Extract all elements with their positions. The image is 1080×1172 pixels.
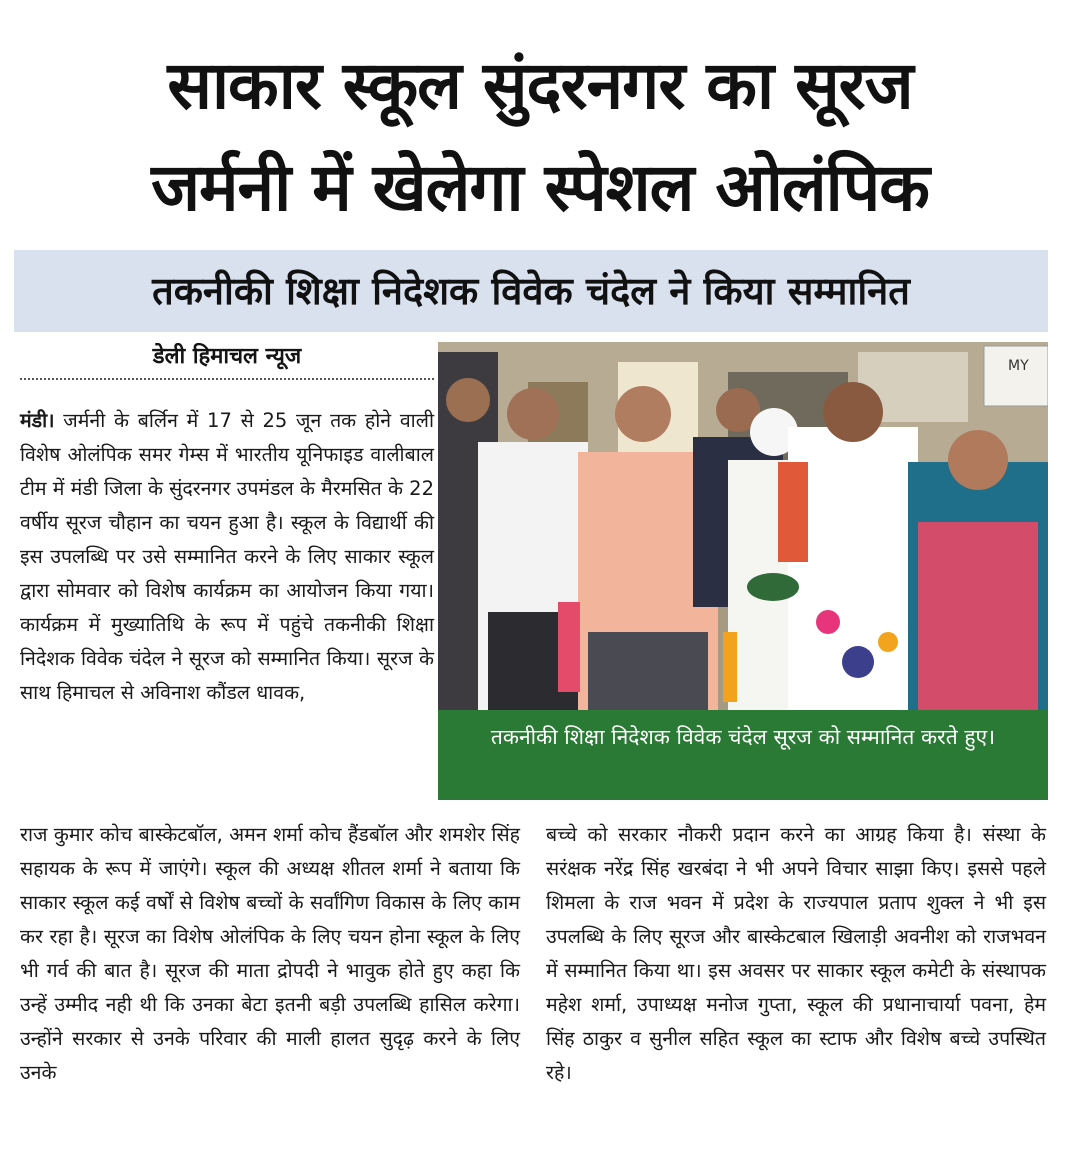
headline-line-1: साकार स्कूल सुंदरनगर का सूरज: [167, 47, 913, 124]
byline-divider: [20, 378, 434, 380]
article-text-1: जर्मनी के बर्लिन में 17 से 25 जून तक होने वाली विशेष ओलंपिक समर गेम्स में भारतीय यूनिफाइड वालीबाल टीम में मंडी जिला के सुंदरनगर उपमंडल के मैरमसित के 22 वर्षीय सूरज चौहान का चयन हुआ है। स्कूल के विद्यार्थी की इस उपलब्धि पर उसे सम्मानित करने के लिए साकार स्कूल द्वारा सोमवार को विशेष कार्यक्रम का आयोजन किया गया। कार्यक्रम में मुख्यातिथि के रूप में पहुंचे तकनीकी शिक्षा निदेशक विवेक चंदेल ने सूरज को सम्मानित किया। सूरज के साथ हिमाचल से अविनाश कौंडल धावक,: [20, 409, 435, 704]
news-photo: [438, 342, 1048, 710]
headline-line-2: जर्मनी में खेलेगा स्पेशल ओलंपिक: [151, 149, 929, 226]
subheadline: तकनीकी शिक्षा निदेशक विवेक चंदेल ने किया सम्मानित: [152, 269, 910, 313]
news-photo-illustration: [438, 342, 1048, 710]
dateline: मंडी।: [20, 409, 55, 432]
photo-caption: तकनीकी शिक्षा निदेशक विवेक चंदेल सूरज को सम्मानित करते हुए।: [438, 710, 1048, 800]
subheadline-band: [14, 250, 1048, 332]
article-column-2: राज कुमार कोच बास्केटबॉल, अमन शर्मा कोच हैंडबॉल और शमशेर सिंह सहायक के रूप में जाएंगे। स्कूल की अध्यक्ष शीतल शर्मा ने बताया कि साकार स्कूल कई वर्षों से विशेष बच्चों के सर्वांगिण विकास के लिए काम कर रहा है। सूरज का विशेष ओलंपिक के लिए चयन होना स्कूल के लिए भी गर्व की बात है। सूरज की माता द्रोपदी ने भावुक होते हुए कहा कि उन्हें उम्मीद नही थी कि उनका बेटा इतनी बड़ी उपलब्धि हासिल करेगा। उन्होंने सरकार से उनके परिवार की माली हालत सुदृढ़ करने के लिए उनके: [20, 823, 520, 1084]
article-column-1: [20, 404, 434, 710]
article-column-3: बच्चे को सरकार नौकरी प्रदान करने का आग्रह किया है। संस्था के सरंक्षक नरेंद्र सिंह खरबंदा ने भी अपने विचार साझा किए। इससे पहले शिमला के राज भवन में प्रदेश के राज्यपाल प्रताप शुक्ल ने भी इस उपलब्धि के लिए सूरज और बास्केटबाल खिलाड़ी अवनीश को राजभवन में सम्मानित किया था। इस अवसर पर साकार स्कूल कमेटी के संस्थापक महेश शर्मा, उपाध्यक्ष मनोज गुप्ता, स्कूल की प्रधानाचार्या पवना, हेम सिंह ठाकुर व सुनील सहित स्कूल का स्टाफ और विशेष बच्चे उपस्थित रहे।: [546, 823, 1046, 1084]
photo-sign-text: MY: [1008, 358, 1029, 374]
source-byline: डेली हिमाचल न्यूज: [152, 344, 302, 369]
